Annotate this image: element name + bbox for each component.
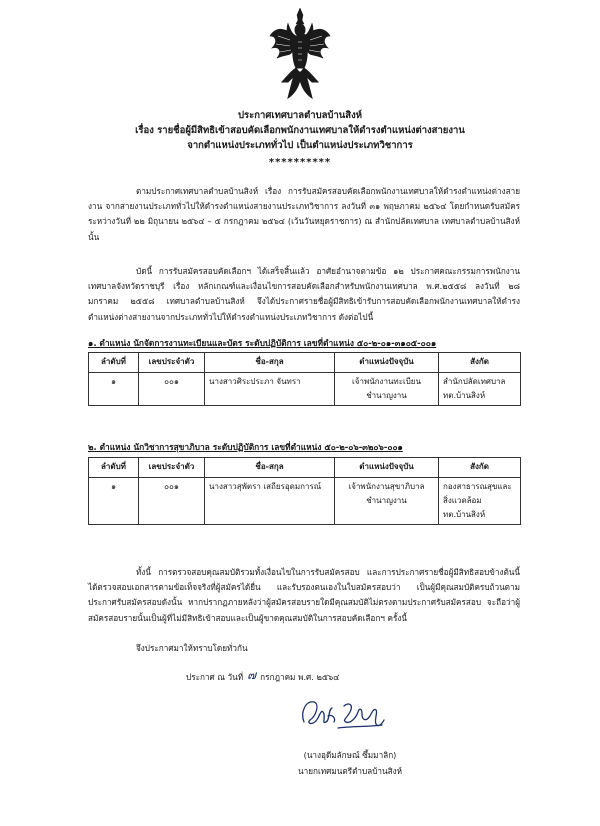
header-position: ตำแหน่งปัจจุบัน (335, 458, 439, 478)
closing-paragraph (88, 641, 520, 656)
garuda-emblem-icon (268, 6, 332, 102)
header-affiliation: สังกัด (439, 458, 521, 478)
cell-affiliation (439, 478, 521, 525)
signer-name: (นางอุดีมลักษณ์ ซึ้มมาลิก) (303, 750, 397, 760)
table-row (89, 373, 521, 406)
section-2-heading: ๒. ตำแหน่ง นักวิชาการสุขาภิบาล ระดับปฏิบัติการ เลขที่ตำแหน่ง ๕๐-๒-๐๖-๓๒๐๖-๐๐๑ (88, 442, 403, 452)
header-name: ชื่อ-สกุล (205, 353, 335, 373)
position-line-1: เจ้าพนักงานสุขาภิบาล (348, 482, 425, 491)
handwritten-signature-icon (292, 694, 388, 734)
cell-id: ๐๐๑ (139, 478, 205, 525)
position-line-2: ชำนาญงาน (366, 496, 407, 505)
cell-no: ๑ (89, 373, 139, 406)
header-position: ตำแหน่งปัจจุบัน (335, 353, 439, 373)
cell-position (335, 373, 439, 406)
date-day-handwritten: ๗ (247, 668, 257, 682)
subject-line-2: จากตำแหน่งประเภททั่วไป เป็นตำแหน่งประเภทวิชาการ (187, 140, 413, 151)
title-separator: ********** (268, 157, 332, 168)
affiliation-line-1: สำนักปลัดเทศบาล (443, 377, 506, 386)
date-prefix: ประกาศ ณ วันที่ (186, 672, 244, 682)
subject-line-1: เรื่อง รายชื่อผู้มีสิทธิเข้าสอบคัดเลือกพนักงานเทศบาลให้ดำรงตำแหน่งต่างสายงาน (135, 125, 465, 136)
header-no: ลำดับที่ (89, 458, 139, 478)
position-line-1: เจ้าพนักงานทะเบียน (352, 377, 421, 386)
verification-paragraph-text: ทั้งนี้ การตรวจสอบคุณสมบัติรวมทั้งเงื่อนไขในการรับสมัครสอบ และการประกาศรายชื่อผู้มีสิทธิสอบข้างต้นนี้ ได้ตรวจสอบเอกสารตามข้อเท็จจริงที่ผู้สมัครได้ยื่น และรับรองตนเองในใบสมัครสอบว่า เป็นผู้มีคุณสมบัติครบถ้วนตามประกาศรับสมัครสอบดังนั้น หากปรากฏภายหลังว่าผู้สมัครสอบรายใดมีคุณสมบัติไม่ตรงตามประกาศรับสมัครสอบ จะถือว่าผู้สมัครสอบรายนั้นเป็นผู้ที่ไม่มีสิทธิเข้าสอบและเป็นผู้ขาดคุณสมบัติในการสอบคัดเลือกฯ ครั้งนี้ (88, 567, 520, 623)
header-name: ชื่อ-สกุล (205, 458, 335, 478)
title-block (70, 108, 530, 171)
section-1-table (88, 352, 521, 406)
table-row (89, 478, 521, 525)
table-header-row (89, 353, 521, 373)
cell-name: นางสาวศิระประภา จันทรา (205, 373, 335, 406)
authority-paragraph (88, 264, 520, 325)
position-line-2: ชำนาญงาน (366, 391, 407, 400)
verification-paragraph (88, 565, 520, 626)
authority-paragraph-text: บัดนี้ การรับสมัครสอบคัดเลือกฯ ได้เสร็จสิ้นแล้ว อาศัยอำนาจตามข้อ ๑๒ ประกาศคณะกรรมการพนักงานเทศบาลจังหวัดราชบุรี เรื่อง หลักเกณฑ์และเงื่อนไขการสอบคัดเลือกสำหรับพนักงานเทศบาล พ.ศ.๒๕๕๘ ลงวันที่ ๒๘ มกราคม ๒๕๕๘ เทศบาลตำบลบ้านสิงห์ จึงได้ประกาศรายชื่อผู้มีสิทธิเข้ารับการสอบคัดเลือกพนักงานเทศบาลให้ดำรงตำแหน่งต่างสายงานจากประเภททั่วไปให้ดำรงตำแหน่งประเภทวิชาการ ดังต่อไปนี้ (88, 266, 520, 322)
affiliation-line-1: กองสาธารณสุขและ (443, 482, 512, 491)
affiliation-line-3: ทต.บ้านสิงห์ (443, 510, 486, 519)
header-affiliation: สังกัด (439, 353, 521, 373)
table-header-row (89, 458, 521, 478)
header-id: เลขประจำตัว (139, 353, 205, 373)
signer-title: นายกเทศมนตรีตำบลบ้านสิงห์ (298, 766, 402, 776)
closing-paragraph-text: จึงประกาศมาให้ทราบโดยทั่วกัน (136, 643, 248, 653)
org-title: ประกาศเทศบาลตำบลบ้านสิงห์ (238, 110, 362, 121)
cell-position (335, 478, 439, 525)
date-suffix: กรกฎาคม พ.ศ. ๒๕๖๔ (260, 672, 340, 682)
header-id: เลขประจำตัว (139, 458, 205, 478)
affiliation-line-2: ทต.บ้านสิงห์ (443, 391, 486, 400)
cell-id: ๐๐๑ (139, 373, 205, 406)
affiliation-line-2: สิ่งแวดล้อม (443, 496, 482, 505)
cell-no: ๑ (89, 478, 139, 525)
cell-name: นางสาวสุพัตรา เสถียรอุดมการณ์ (205, 478, 335, 525)
cell-affiliation (439, 373, 521, 406)
intro-paragraph (88, 184, 520, 245)
intro-paragraph-text: ตามประกาศเทศบาลตำบลบ้านสิงห์ เรื่อง การรับสมัครสอบคัดเลือกพนักงานเทศบาลให้ดำรงตำแหน่งต่างสายงาน จากสายงานประเภททั่วไปให้ดำรงตำแหน่งสายงานประเภทวิชาการ ลงวันที่ ๓๑ พฤษภาคม ๒๕๖๔ โดยกำหนดรับสมัคร ระหว่างวันที่ ๒๒ มิถุนายน ๒๕๖๔ – ๕ กรกฎาคม ๒๕๖๔ (เว้นวันหยุดราชการ) ณ สำนักปลัดเทศบาล เทศบาลตำบลบ้านสิงห์ นั้น (88, 186, 520, 242)
section-2-table (88, 457, 521, 525)
section-1-heading: ๑. ตำแหน่ง นักจัดการงานทะเบียนและบัตร ระดับปฏิบัติการ เลขที่ตำแหน่ง ๕๐-๒-๐๑-๓๑๐๕-๐๐๑ (88, 338, 437, 348)
header-no: ลำดับที่ (89, 353, 139, 373)
announcement-date (186, 668, 339, 685)
